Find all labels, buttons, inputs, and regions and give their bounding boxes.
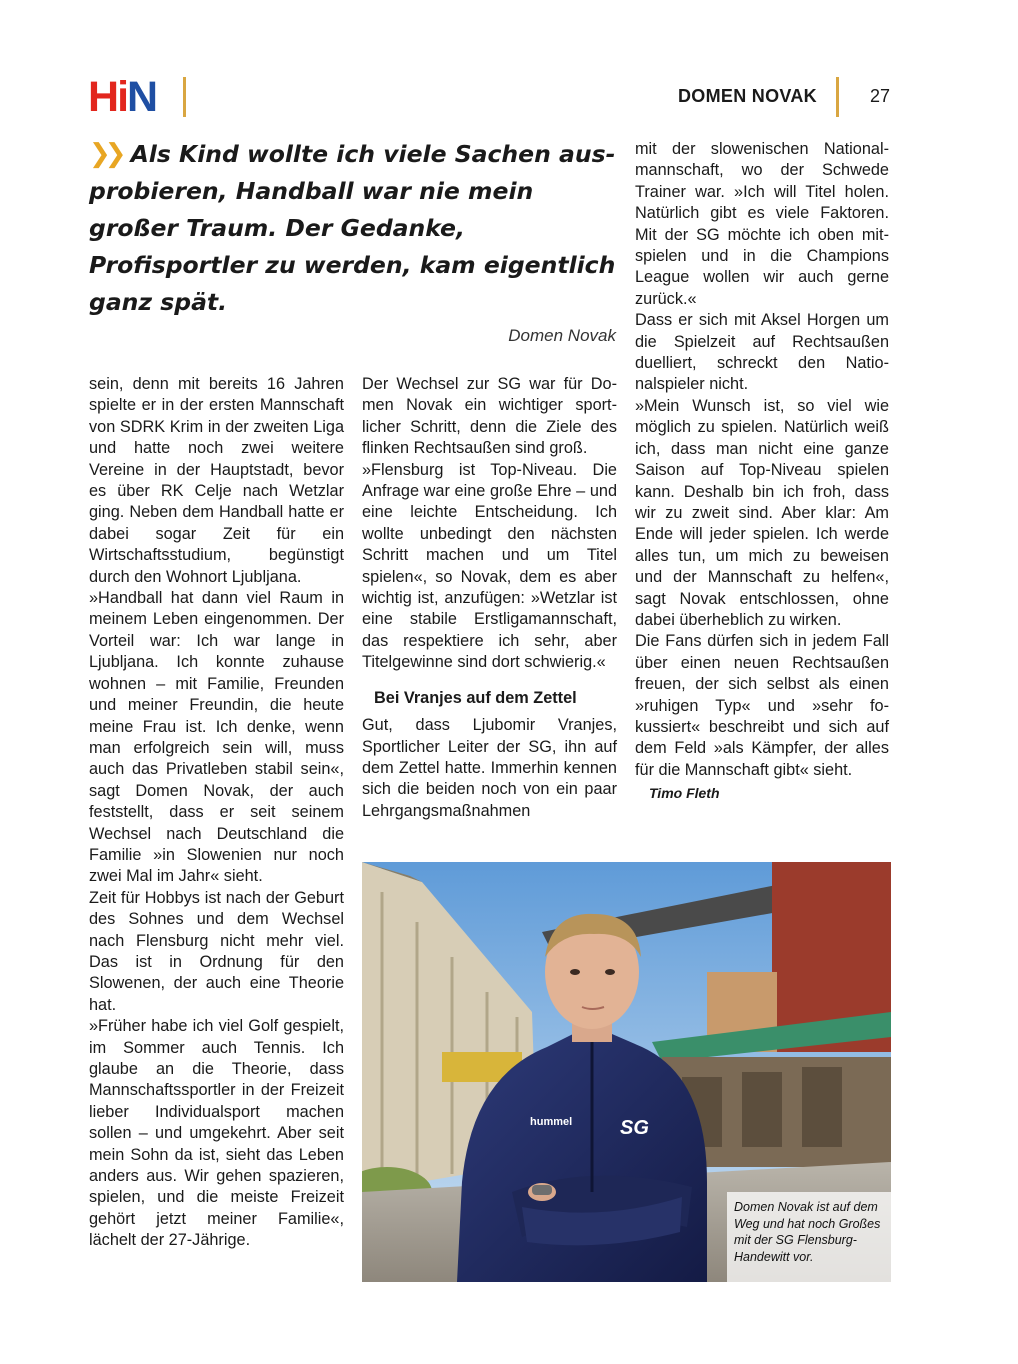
paragraph: Zeit für Hobbys ist nach der Geburt des Sohnes und dem Wechsel nach Flensburg nicht mehr viel. Das ist in Ordnung für den Slowenen, der auch eine Theorie hat. [89,888,344,1014]
article-column-2 [362,374,617,822]
article-column-1 [89,374,344,1252]
pull-quote-text: Als Kind wollte ich viele Sachen ausprobieren, Handball war nie mein großer Traum. Der Gedanke, Profisportler zu werden, kam eigentlich ganz spät. [89,140,616,316]
paragraph: Die Fans dürfen sich in jedem Fall über einen neuen Rechtsaußen freuen, der sich selbst als einen »ruhigen Typ« und »sehr fokussiert« beschreibt und sich auf dem Feld »als Kämpfer, der alles für die Mannschaft gibt« sieht. [635,632,889,779]
subheading: Bei Vranjes auf dem Zettel [374,688,577,707]
pull-quote-author: Domen Novak [508,326,616,345]
article-author: Timo Fleth [649,785,720,802]
header-divider-left [183,77,186,117]
paragraph: sein, denn mit bereits 16 Jahren spielte er in der ersten Mannschaft von SDRK Krim in der zweiten Liga und hatte noch zwei weitere Vereine in der Hauptstadt, bevor es über RK Celje nach Wetzlar ging. Neben dem Handball hatte er dabei sogar Zeit für ein Wirtschaftsstudium, begünstigt durch den Wohnort Ljubljana. [89,375,344,586]
jacket-club-text: SG [620,1117,649,1139]
paragraph: »Mein Wunsch ist, so viel wie möglich zu spielen. Natürlich weiß ich, dass man nicht eine ganze Saison auf Top-Niveau spielen kann. Deshalb bin ich froh, dass wir zu zweit sind. Aber klar: Am Ende will jeder spielen. Ich werde alles tun, um mich zu beweisen und der Mannschaft zu helfen«, sagt Novak entschlossen, ohne dabei überheblich zu wirken. [635,396,889,629]
section-title: DOMEN NOVAK [678,86,817,106]
paragraph: Der Wechsel zur SG war für Domen Novak ein wichtiger sportlicher Schritt, denn die Ziele des flinken Rechtsaußen sind groß. [362,375,617,458]
quote-chevron-icon: ❯❯ [89,139,121,169]
logo-letter-n: N [127,73,157,121]
jacket-brand-text: hummel [530,1116,573,1128]
paragraph: Gut, dass Ljubomir Vranjes, Sportlicher Leiter der SG, ihn auf dem Zettel hatte. Immerhin kennen sich die beiden noch von ein paar Lehrgangsmaßnahmen [362,716,617,820]
article-column-3 [635,139,889,805]
page-number: 27 [870,86,891,106]
paragraph: mit der slowenischen Nationalmannschaft, wo der Schwede Trainer war. »Ich will Titel holen. Natürlich gibt es viele Faktoren. Mit der SG möchte ich oben mitspielen und in die Champions League wollen wir auch gerne zurück.« [635,140,889,308]
header-divider-right [836,77,839,117]
logo-letter-i: i [117,73,128,121]
paragraph: »Früher habe ich viel Golf gespielt, im Sommer auch Tennis. Ich glaube an die Theorie, dass Mannschaftssportler in der Freizeit lieber Individualsport machen sollen – und umgekehrt. Aber seit mein Sohn da ist, sieht das Leben anders aus. Wir gehen spazieren, spielen, und die meiste Freizeit gehört jetzt meiner Familie«, lächelt der 27-Jährige. [89,1017,344,1250]
logo-letter-h: H [88,73,118,121]
paragraph: »Handball hat dann viel Raum in meinem Leben eingenommen. Der Vorteil war: Ich war lange in Ljubljana. Ich konnte zuhause wohnen – mit Familie, Freunden und meiner Freundin, die heute meine Frau ist. Ich denke, wenn man erfolgreich sein will, muss auch das Privatleben stabil sein«, sagt Domen Novak, der auch feststellt, dass er seit seinem Wechsel nach Deutschland die Familie »in Slowenien nur noch zwei Mal im Jahr« sieht. [89,589,344,886]
paragraph: Dass er sich mit Aksel Horgen um die Spielzeit auf Rechtsaußen duelliert, schreckt den Nationalspieler nicht. [635,311,889,394]
pull-quote [89,136,619,321]
magazine-logo [88,73,157,121]
paragraph: »Flensburg ist Top-Niveau. Die Anfrage war eine große Ehre – und eine leichte Entscheidung. Ich wollte unbedingt den nächsten Schritt machen und um Titel spielen«, so Novak, dem es aber wichtig ist, anzufügen: »Wetzlar ist eine stabile Erstligamannschaft, das respektiere ich sehr, aber Titelgewinne sind dort schwierig.« [362,460,617,672]
photo-caption: Domen Novak ist auf dem Weg und hat noch Großes mit der SG Flensburg-Handewitt vor. [734,1200,881,1264]
